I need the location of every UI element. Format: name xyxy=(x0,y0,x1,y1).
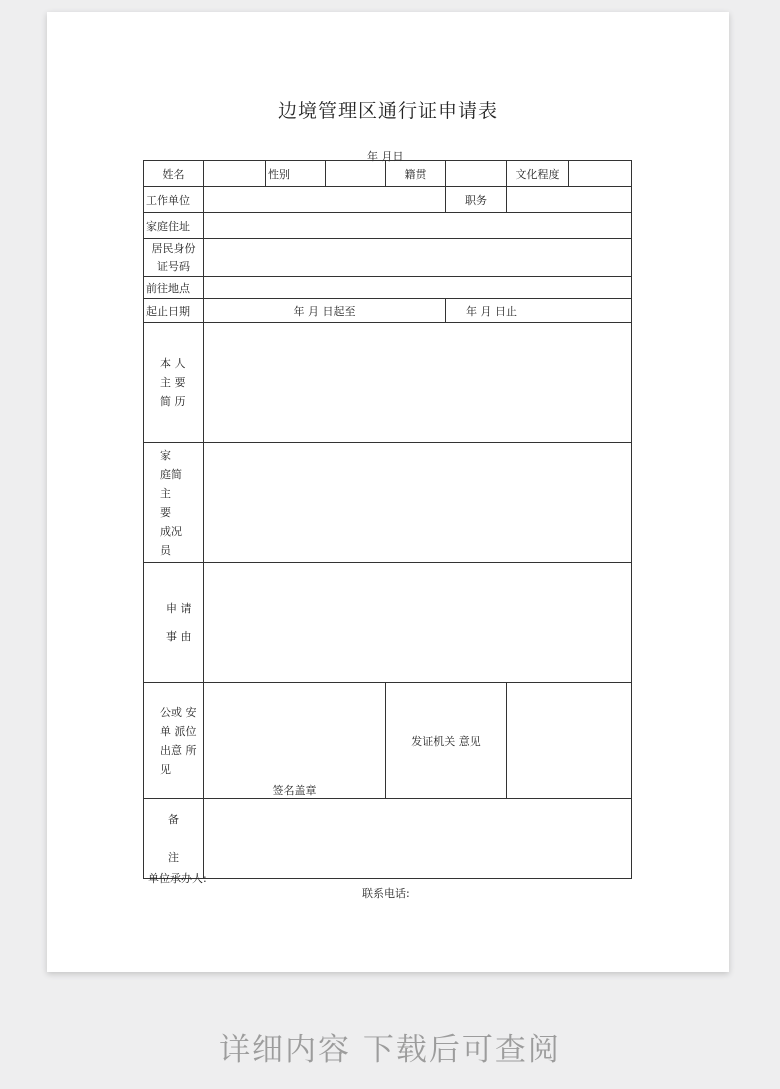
phone-label: 联系电话: xyxy=(362,887,410,900)
row-workplace xyxy=(144,187,632,213)
family-label-line: 主 xyxy=(160,486,171,500)
origin-label: 籍贯 xyxy=(386,161,446,187)
handler-label: 单位承办人: xyxy=(148,872,207,885)
issuing-authority-field[interactable] xyxy=(507,683,632,799)
download-hint-text: 详细内容 下载后可查阅 xyxy=(219,1032,561,1068)
period-end[interactable]: 年 月 日止 xyxy=(446,299,632,323)
id-label-line1: 居民身份 xyxy=(151,241,196,255)
education-field[interactable] xyxy=(569,161,632,187)
police-label-line: 见 xyxy=(160,762,171,776)
row-id-number xyxy=(144,239,632,277)
reason-label-line: 申 请 xyxy=(166,601,192,615)
home-address-field[interactable] xyxy=(204,213,632,239)
application-form-table xyxy=(143,160,632,879)
resume-label-line: 主 要 xyxy=(160,376,186,389)
family-label-line: 成况 xyxy=(160,524,182,538)
education-label: 文化程度 xyxy=(507,161,569,187)
position-label: 职务 xyxy=(446,187,507,213)
reason-label xyxy=(144,563,204,683)
remarks-field[interactable] xyxy=(204,799,632,879)
document-page xyxy=(47,12,729,972)
police-label-line: 出意 所 xyxy=(160,743,197,757)
remarks-label-line: 备 xyxy=(168,812,179,826)
issuing-authority-label: 发证机关 意见 xyxy=(386,683,507,799)
reason-field[interactable] xyxy=(204,563,632,683)
id-number-field[interactable] xyxy=(204,239,632,277)
form-title: 边境管理区通行证申请表 xyxy=(277,100,498,122)
destination-field[interactable] xyxy=(204,277,632,299)
row-period xyxy=(144,299,632,323)
origin-field[interactable] xyxy=(446,161,507,187)
id-label-line2: 证号码 xyxy=(157,259,190,273)
reason-label-line: 事 由 xyxy=(166,629,192,643)
position-field[interactable] xyxy=(507,187,632,213)
sign-stamp-label: 签名盖章 xyxy=(272,784,317,797)
home-address-label: 家庭住址 xyxy=(144,213,204,239)
family-label-line: 要 xyxy=(160,505,171,519)
remarks-label-line: 注 xyxy=(168,850,179,864)
gender-label: 性别 xyxy=(266,161,326,187)
police-label-line: 公或 安 xyxy=(160,705,197,719)
resume-label-line: 简 历 xyxy=(160,395,186,408)
period-start[interactable]: 年 月 日起至 xyxy=(204,299,446,323)
name-field[interactable] xyxy=(204,161,266,187)
workplace-field[interactable] xyxy=(204,187,446,213)
workplace-label: 工作单位 xyxy=(144,187,204,213)
remarks-label xyxy=(144,799,204,879)
police-label xyxy=(144,683,204,799)
resume-field[interactable] xyxy=(204,323,632,443)
resume-label xyxy=(144,323,204,443)
date-line: 年 月日 xyxy=(367,150,404,163)
period-label: 起止日期 xyxy=(144,299,204,323)
family-label xyxy=(144,443,204,563)
row-police-opinion xyxy=(144,683,632,799)
row-destination xyxy=(144,277,632,299)
family-label-line: 家 xyxy=(160,448,171,462)
row-personal-info xyxy=(144,161,632,187)
row-resume xyxy=(144,323,632,443)
resume-label-line: 本 人 xyxy=(160,357,186,370)
family-field[interactable] xyxy=(204,443,632,563)
name-label: 姓名 xyxy=(144,161,204,187)
police-label-line: 单 派位 xyxy=(160,724,197,738)
row-remarks xyxy=(144,799,632,879)
row-reason xyxy=(144,563,632,683)
police-opinion-field[interactable] xyxy=(204,683,386,799)
family-label-line: 员 xyxy=(160,543,171,557)
family-label-line: 庭简 xyxy=(160,467,182,481)
id-label xyxy=(144,239,204,277)
row-family xyxy=(144,443,632,563)
row-home-address xyxy=(144,213,632,239)
destination-label: 前往地点 xyxy=(144,277,204,299)
gender-field[interactable] xyxy=(326,161,386,187)
